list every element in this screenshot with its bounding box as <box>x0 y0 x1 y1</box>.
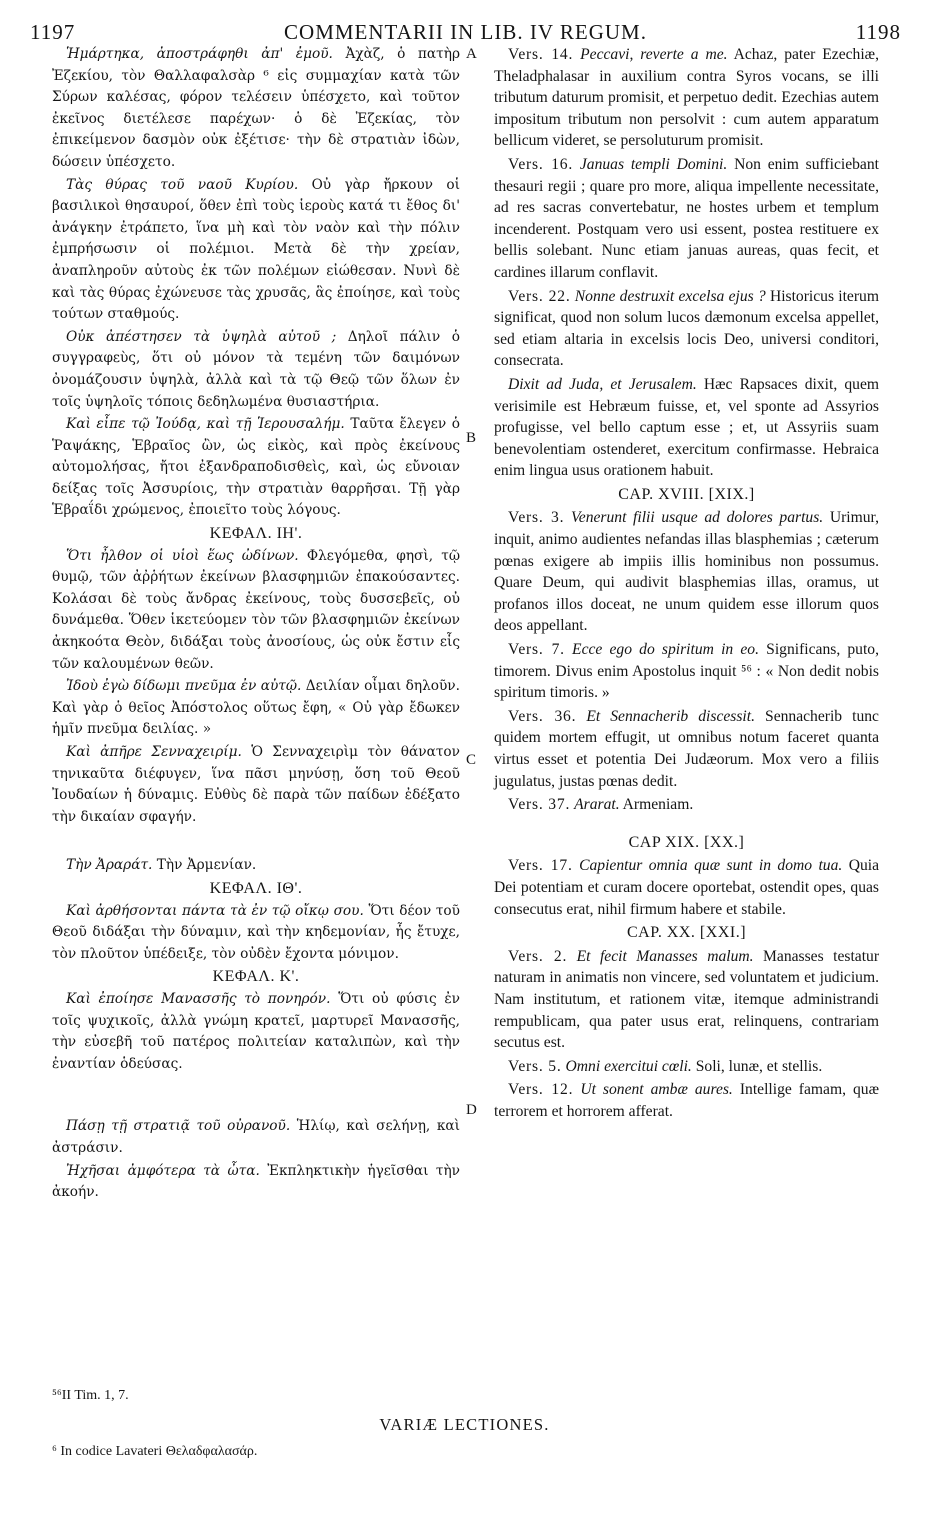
latin-text: Manasses testatur naturam in animatis non vincere, sed voluntatem et judicium. Nam institutum, et rationem vitæ, itemque administrandi rempublicam, qua pater usus erat, relinquens, contrariam secutus est. <box>494 947 880 1052</box>
latin-text: Quia Dei potentiam et curam docere oportebat, ostendit opes, quas consecutus erat, nihil firmum habere et stabile. <box>494 857 879 918</box>
latin-lemma: Peccavi, reverte a me. <box>580 46 728 63</box>
latin-lemma: Dixit ad Juda, et Jerusalem. <box>508 375 697 393</box>
greek-paragraph <box>52 742 460 828</box>
latin-paragraph <box>494 706 879 792</box>
greek-text: Ταῦτα ἔλεγεν ὁ Ῥαψάκης, Ἑβραῖος ὢν, ὡς εἰκὸς, καὶ πρὸς ἐκείνους αὐτομολήσας, ἤτοι ἐξανδραποδισθεὶς, καὶ, ὡς εὔνοιαν δείξας τοῖς Ἀσσυρίοις, τὴν στρατιὰν θαρρῆσαι. Τῇ γὰρ Ἑβραΐδι χρώμενος, ἐποιεῖτο τοὺς λόγους. <box>52 416 460 519</box>
margin-letter-d: D <box>466 1102 477 1118</box>
latin-paragraph <box>494 507 879 637</box>
latin-paragraph <box>494 44 879 152</box>
latin-paragraph <box>494 286 879 372</box>
latin-lemma: Venerunt filii usque ad dolores partus. <box>570 509 824 527</box>
greek-lemma: Καὶ ἀπῆρε Σενναχειρίμ. <box>66 744 242 760</box>
greek-chapter-heading: ΚΕΦΑΛ. ΙΗ'. <box>209 525 303 543</box>
margin-letter-c: C <box>466 752 477 768</box>
verse-number: Vers. 22. <box>508 287 571 305</box>
latin-paragraph <box>494 374 879 482</box>
spacer <box>52 829 460 855</box>
greek-text: Ἐκπληκτικὴν ἡγεῖσθαι τὴν ἀκοήν. <box>52 1162 460 1201</box>
verse-number: Vers. 3. <box>508 509 565 527</box>
margin-letter-a: A <box>466 46 477 62</box>
verse-number: Vers. 5. <box>508 1057 562 1075</box>
latin-lemma: Ut sonent ambæ aures. <box>580 1081 733 1099</box>
latin-paragraph <box>494 946 879 1054</box>
greek-paragraph <box>52 327 460 413</box>
latin-paragraph <box>494 855 879 920</box>
latin-text: Urimur, inquit, animo audientes nefandas illas blasphemias ; cæterum pœnas exigere ab impiis illis hominibus non possumus. Quare Deum, qui audivit blasphemias illas, oramus, ut profanos illos doceat, ne unum quidem esse illorum quos deos appellant. <box>494 509 879 635</box>
greek-paragraph <box>52 44 460 174</box>
footnote: ⁵⁶II Tim. 1, 7. <box>52 1388 129 1403</box>
greek-chapter-heading: ΚΕΦΑΛ. ΙΘ'. <box>209 879 303 897</box>
latin-lemma: Ecce ego do spiritum in eo. <box>572 641 759 659</box>
greek-lemma: Ἰδοὺ ἐγὼ δίδωμι πνεῦμα ἐν αὐτῷ. <box>66 678 302 695</box>
latin-lemma: Capientur omnia quæ sunt in domo tua. <box>579 857 843 875</box>
greek-column <box>52 44 460 1205</box>
greek-text: Ἡλίῳ, καὶ σελήνῃ, καὶ ἀστράσιν. <box>52 1118 460 1156</box>
latin-paragraph <box>494 1056 879 1078</box>
latin-text: Sennacherib tunc quidem mortem effugit, ut omnibus notum faceret quanta virtus esset et potentia Dei Judæorum. Mox vero a filiis jugulatus, justas pœnas dedit. <box>494 707 879 790</box>
greek-lemma: Ὅτι ἦλθον οἱ υἱοὶ ἕως ὠδίνων. <box>66 547 299 564</box>
greek-lemma: Καὶ ἐποίησε Μανασσῆς τὸ πονηρόν. <box>66 990 331 1007</box>
latin-paragraph <box>494 154 879 284</box>
greek-lemma: Ἡμάρτηκα, ἀποστράφηθι ἀπ' ἐμοῦ. <box>66 46 333 62</box>
greek-paragraph <box>52 414 460 522</box>
variant-note: ⁶ In codice Lavateri Θελαδφαλασάρ. <box>52 1444 258 1459</box>
verse-number: Vers. 17. <box>508 857 573 875</box>
latin-text: Non enim sufficiebant thesauri regii ; quare pro more, aliqua impellente necessitate, ad res sacras convertebatur, ne hostes urbem et templum incenderent. Postquam vero usi essent, postea restituere ex bellis solebant. Nunc etiam januas aureas, quas fecit, et cardines illarum conflavit. <box>494 155 879 281</box>
latin-text: Hæc Rapsaces dixit, quem verisimile est Hebræum fuisse, et, vel sponte ad Assyrios profugisse, vel bello captum esse ; et, ut Assyriis suam benevolentiam ostenderet, exercitum confirmasse. Hebraica enim lingua usus orationem habuit. <box>494 375 879 480</box>
verse-number: Vers. 12. <box>508 1081 574 1099</box>
latin-chapter-heading: CAP XIX. [XX.] <box>628 833 745 851</box>
verse-number: Vers. 36. <box>508 707 577 725</box>
margin-letter-b: B <box>466 430 477 446</box>
greek-text: Τὴν Ἀρμενίαν. <box>156 857 257 874</box>
latin-lemma: Omni exercitui cœli. <box>565 1057 692 1075</box>
verse-number: Vers. 37. <box>508 796 571 814</box>
greek-lemma: Ἠχῆσαι ἀμφότερα τὰ ὦτα. <box>66 1162 260 1179</box>
greek-text: Οὐ γὰρ ἤρκουν οἱ βασιλικοὶ θησαυροί, ὅθεν ἐπὶ τοὺς ἱεροὺς κατά τι ἔθος δι' ἀνάγκην ἐτράπετο, ἵνα μὴ καὶ τὸν ναὸν καὶ τὴν πόλιν ἐμπρήσωσιν οἱ πολέμιοι. Μετὰ δὲ τὴν χρείαν, ἀναπληροῦν αὐτοὺς ἐκ τῶν πολέμων εἰώθεσαν. Νυνὶ δὲ καὶ τὰς θύρας ἐχώνευσε τὰς χρυσᾶς, ἃς ἐποίησε, καὶ τοὺς τούτων σταθμούς. <box>52 176 460 323</box>
greek-text: Ὁ Σενναχειρὶμ τὸν θάνατον τηνικαῦτα διέφυγεν, ἵνα πᾶσι μηνύσῃ, ὅση τοῦ Θεοῦ Ἰουδαίων ἡ δύναμις. Εὐθὺς δὲ παρὰ τῶν παίδων ἐδέξατο τὴν δικαίαν σφαγήν. <box>52 744 460 825</box>
greek-paragraph <box>52 1161 460 1204</box>
spacer <box>52 1076 460 1116</box>
verse-number: Vers. 7. <box>508 641 565 659</box>
greek-lemma: Καὶ εἶπε τῷ Ἰούδᾳ, καὶ τῇ Ἱερουσαλήμ. <box>66 416 345 433</box>
greek-paragraph <box>52 175 460 326</box>
page-number-left: 1197 <box>30 20 76 44</box>
greek-paragraph <box>52 676 460 741</box>
latin-text: Historicus iterum significat, quod non solum lucos dæmonum excelsa appellet, sed etiam altaria in excelsis locis Deo, universi conditori, consecrata. <box>494 287 879 370</box>
latin-column <box>494 44 879 1125</box>
greek-paragraph <box>52 901 460 966</box>
page-number-right: 1198 <box>855 20 901 44</box>
verse-number: Vers. 2. <box>508 947 568 965</box>
verse-number: Vers. 16. <box>508 155 574 173</box>
verse-number: Vers. 14. <box>508 46 574 63</box>
greek-lemma: Καὶ ἀρθήσονται πάντα τὰ ἐν τῷ οἴκῳ σου. <box>66 902 364 919</box>
latin-text: Significans, puto, timorem. Divus enim Apostolus inquit ⁵⁶ : « Non dedit nobis spiritum timoris. » <box>494 641 879 702</box>
greek-lemma: Πάσῃ τῇ στρατιᾷ τοῦ οὐρανοῦ. <box>66 1118 291 1135</box>
greek-lemma: Τὰς θύρας τοῦ ναοῦ Κυρίου. <box>66 176 299 193</box>
greek-lemma: Τὴν Ἀραράτ. <box>66 857 153 874</box>
latin-text: Achaz, pater Ezechiæ, Theladphalasar in auxilium contra Syros vocans, se illi tributum daturum promisit, et perpetuo dedit. Ezechias autem impositum tributum non persolvit : cum autem apparatum bellicum videret, se persoluturum promisit. <box>494 46 879 150</box>
latin-chapter-heading: CAP. XVIII. [XIX.] <box>618 485 755 503</box>
greek-text: Ὅτι οὐ φύσις ἐν τοῖς ψυχικοῖς, ἀλλὰ γνώμη κρατεῖ, μαρτυρεῖ Μανασσῆς, τὴν εὐσεβῆ τοῦ πατέρος πολιτείαν καταλιπὼν, καὶ τὴν ἐναντίαν ὁδεύσας. <box>52 990 461 1072</box>
latin-lemma: Et fecit Manasses malum. <box>576 947 754 965</box>
greek-text: Δειλίαν οἶμαι δηλοῦν. Καὶ γὰρ ὁ θεῖος Ἀπόστολος οὕτως ἔφη, « Οὐ γὰρ ἔδωκεν ἡμῖν πνεῦμα δειλίας. » <box>52 678 460 738</box>
greek-lemma: Οὐκ ἀπέστησεν τὰ ὑψηλὰ αὐτοῦ ; <box>66 328 337 345</box>
running-title: COMMENTARII IN LIB. IV REGUM. <box>284 20 647 44</box>
greek-text: Ὅτι δέον τοῦ Θεοῦ διδάξαι τὴν δύναμιν, καὶ τὴν κηδεμονίαν, ἧς ἔτυχε, τὸν πλοῦτον ὑπέδειξε, τὸν οὐδὲν ἔχοντα μόνιμον. <box>52 902 460 962</box>
latin-lemma: Nonne destruxit excelsa ejus ? <box>574 287 766 305</box>
latin-text: Intellige famam, quæ terrorem et horrorem afferat. <box>494 1081 879 1120</box>
latin-lemma: Ararat. <box>574 796 620 814</box>
greek-paragraph <box>52 989 460 1075</box>
latin-text: Armeniam. <box>622 796 694 814</box>
greek-chapter-heading: ΚΕΦΑΛ. Κ'. <box>212 968 300 986</box>
greek-paragraph <box>52 1116 460 1159</box>
greek-text: Ἀχὰζ, ὁ πατὴρ Ἐζεκίου, τὸν Θαλλαφαλσὰρ ⁶ εἰς συμμαχίαν κατὰ τῶν Σύρων καλέσας, φόρον τελέσειν ὑπέσχετο, καὶ τοῦτον ἐκεῖνος διετέλεσε παρέχων· ὁ δὲ Ἐζεκίας, τὸν ἐπικείμενον δασμὸν οὐκ ἐξέτισε· τὴν δὲ στρατιὰν ἰδὼν, δώσειν ὑπέσχετο. <box>52 46 460 170</box>
latin-lemma: Et Sennacherib discessit. <box>586 707 755 725</box>
greek-text: Δηλοῖ πάλιν ὁ συγγραφεὺς, ὅτι οὐ μόνον τὰ τεμένη τῶν δαιμόνων ὀνομάζουσιν ὑψηλὰ, ἀλλὰ καὶ τὰ τῷ Θεῷ τῶν ὅλων ἐν τοῖς ὑψηλοῖς τόποις δεδηλωμένα θυσιαστήρια. <box>52 328 460 410</box>
latin-text: Soli, lunæ, et stellis. <box>695 1057 823 1075</box>
spacer <box>494 818 879 832</box>
variae-lectiones-heading: VARIÆ LECTIONES. <box>379 1415 550 1434</box>
greek-paragraph <box>52 546 460 676</box>
latin-chapter-heading: CAP. XX. [XXI.] <box>626 924 747 942</box>
latin-paragraph <box>494 1079 879 1122</box>
greek-text: Φλεγόμεθα, φησὶ, τῷ θυμῷ, τῶν ἀῤῥήτων ἐκείνων βλασφημιῶν ἐπακούσαντες. Κολάσαι δὲ τοὺς ἄνδρας ἐκείνους, τοὺς δυσσεβεῖς, οὐ δυνάμεθα. Ὅθεν ἱκετεύομεν τὸν τῶν βλασφημιῶν ἐκείνων ἀκηκοότα Θεὸν, διδάξαι τοὺς ἀνοσίους, ὡς οὐκ ἔστιν εἷς τῶν καλουμένων θεῶν. <box>52 547 460 672</box>
greek-paragraph <box>52 855 460 877</box>
latin-lemma: Januas templi Domini. <box>579 155 728 173</box>
latin-paragraph <box>494 639 879 704</box>
latin-paragraph <box>494 794 879 816</box>
